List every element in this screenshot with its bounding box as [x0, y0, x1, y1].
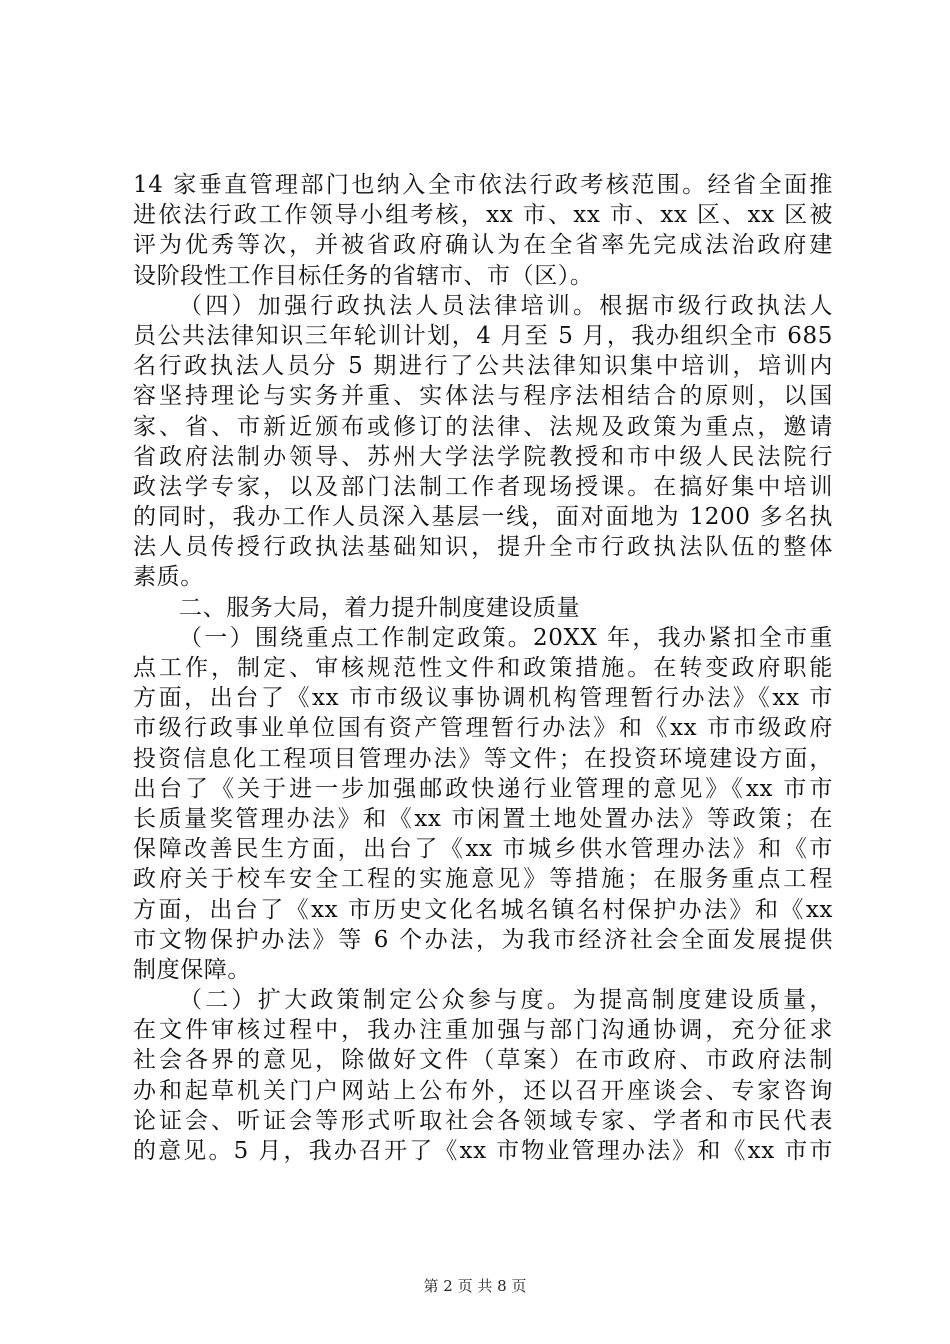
text-line: 家、省、市新近颁布或修订的法律、法规及政策为重点，邀请 — [133, 413, 833, 440]
text-line: 保障改善民生方面，出台了《xx 市城乡供水管理办法》和《市 — [133, 836, 833, 863]
text-line: 的意见。5 月，我办召开了《xx 市物业管理办法》和《xx 市市 — [133, 1138, 833, 1164]
text-line: 法人员传授行政执法基础知识，提升全市行政执法队伍的整体 — [133, 534, 833, 561]
text-line: 论证会、听证会等形式听取社会各领域专家、学者和市民代表 — [133, 1107, 833, 1134]
section-heading: 二、服务大局，着力提升制度建设质量 — [179, 594, 581, 621]
text-line: 点工作，制定、审核规范性文件和政策措施。在转变政府职能 — [133, 655, 833, 681]
text-line: 省政府法制办领导、苏州大学法学院教授和市中级人民法院行 — [133, 443, 833, 470]
text-line: 素质。 — [133, 564, 204, 591]
text-line: 设阶段性工作目标任务的省辖市、市（区）。 — [133, 262, 594, 289]
text-line: 制度保障。 — [133, 956, 251, 983]
text-line: 出台了《关于进一步加强邮政快递行业管理的意见》《xx 市市 — [133, 775, 833, 802]
text-line: 市文物保护办法》等 6 个办法，为我市经济社会全面发展提供 — [133, 926, 833, 953]
text-line: 方面，出台了《xx 市市级议事协调机构管理暂行办法》《xx 市 — [133, 685, 833, 712]
text-line: 名行政执法人员分 5 期进行了公共法律知识集中培训，培训内 — [133, 353, 833, 380]
text-line: 评为优秀等次，并被省政府确认为在全省率先完成法治政府建 — [133, 232, 833, 259]
paragraph-start-line: （四）加强行政执法人员法律培训。根据市级行政执法人 — [179, 292, 833, 319]
document-body — [133, 170, 833, 1166]
text-line: 市级行政事业单位国有资产管理暂行办法》和《xx 市市级政府 — [133, 715, 833, 742]
paragraph-start-line: （一）围绕重点工作制定政策。20XX 年，我办紧扣全市重 — [179, 624, 833, 651]
text-line: 进依法行政工作领导小组考核，xx 市、xx 市、xx 区、xx 区被 — [133, 202, 833, 229]
text-line: 14 家垂直管理部门也纳入全市依法行政考核范围。经省全面推 — [133, 172, 833, 198]
text-line: 政法学专家，以及部门法制工作者现场授课。在搞好集中培训 — [133, 473, 833, 500]
text-line: 方面，出台了《xx 市历史文化名城名镇名村保护办法》和《xx — [133, 896, 833, 923]
paragraph-start-line: （二）扩大政策制定公众参与度。为提高制度建设质量， — [179, 987, 833, 1014]
text-line: 办和起草机关门户网站上公布外，还以召开座谈会、专家咨询 — [133, 1077, 833, 1104]
page-number-footer: 第 2 页 共 8 页 — [423, 1277, 527, 1295]
text-line: 容坚持理论与实务并重、实体法与程序法相结合的原则，以国 — [133, 383, 833, 410]
text-line: 在文件审核过程中，我办注重加强与部门沟通协调，充分征求 — [133, 1017, 833, 1044]
text-line: 员公共法律知识三年轮训计划，4 月至 5 月，我办组织全市 685 — [133, 322, 833, 349]
text-line: 长质量奖管理办法》和《xx 市闲置土地处置办法》等政策；在 — [133, 805, 833, 832]
text-line: 投资信息化工程项目管理办法》等文件；在投资环境建设方面， — [133, 745, 833, 772]
text-line: 政府关于校车安全工程的实施意见》等措施；在服务重点工程 — [133, 866, 833, 893]
text-line: 社会各界的意见，除做好文件（草案）在市政府、市政府法制 — [133, 1047, 833, 1074]
text-line: 的同时，我办工作人员深入基层一线，面对面地为 1200 多名执 — [133, 504, 833, 531]
